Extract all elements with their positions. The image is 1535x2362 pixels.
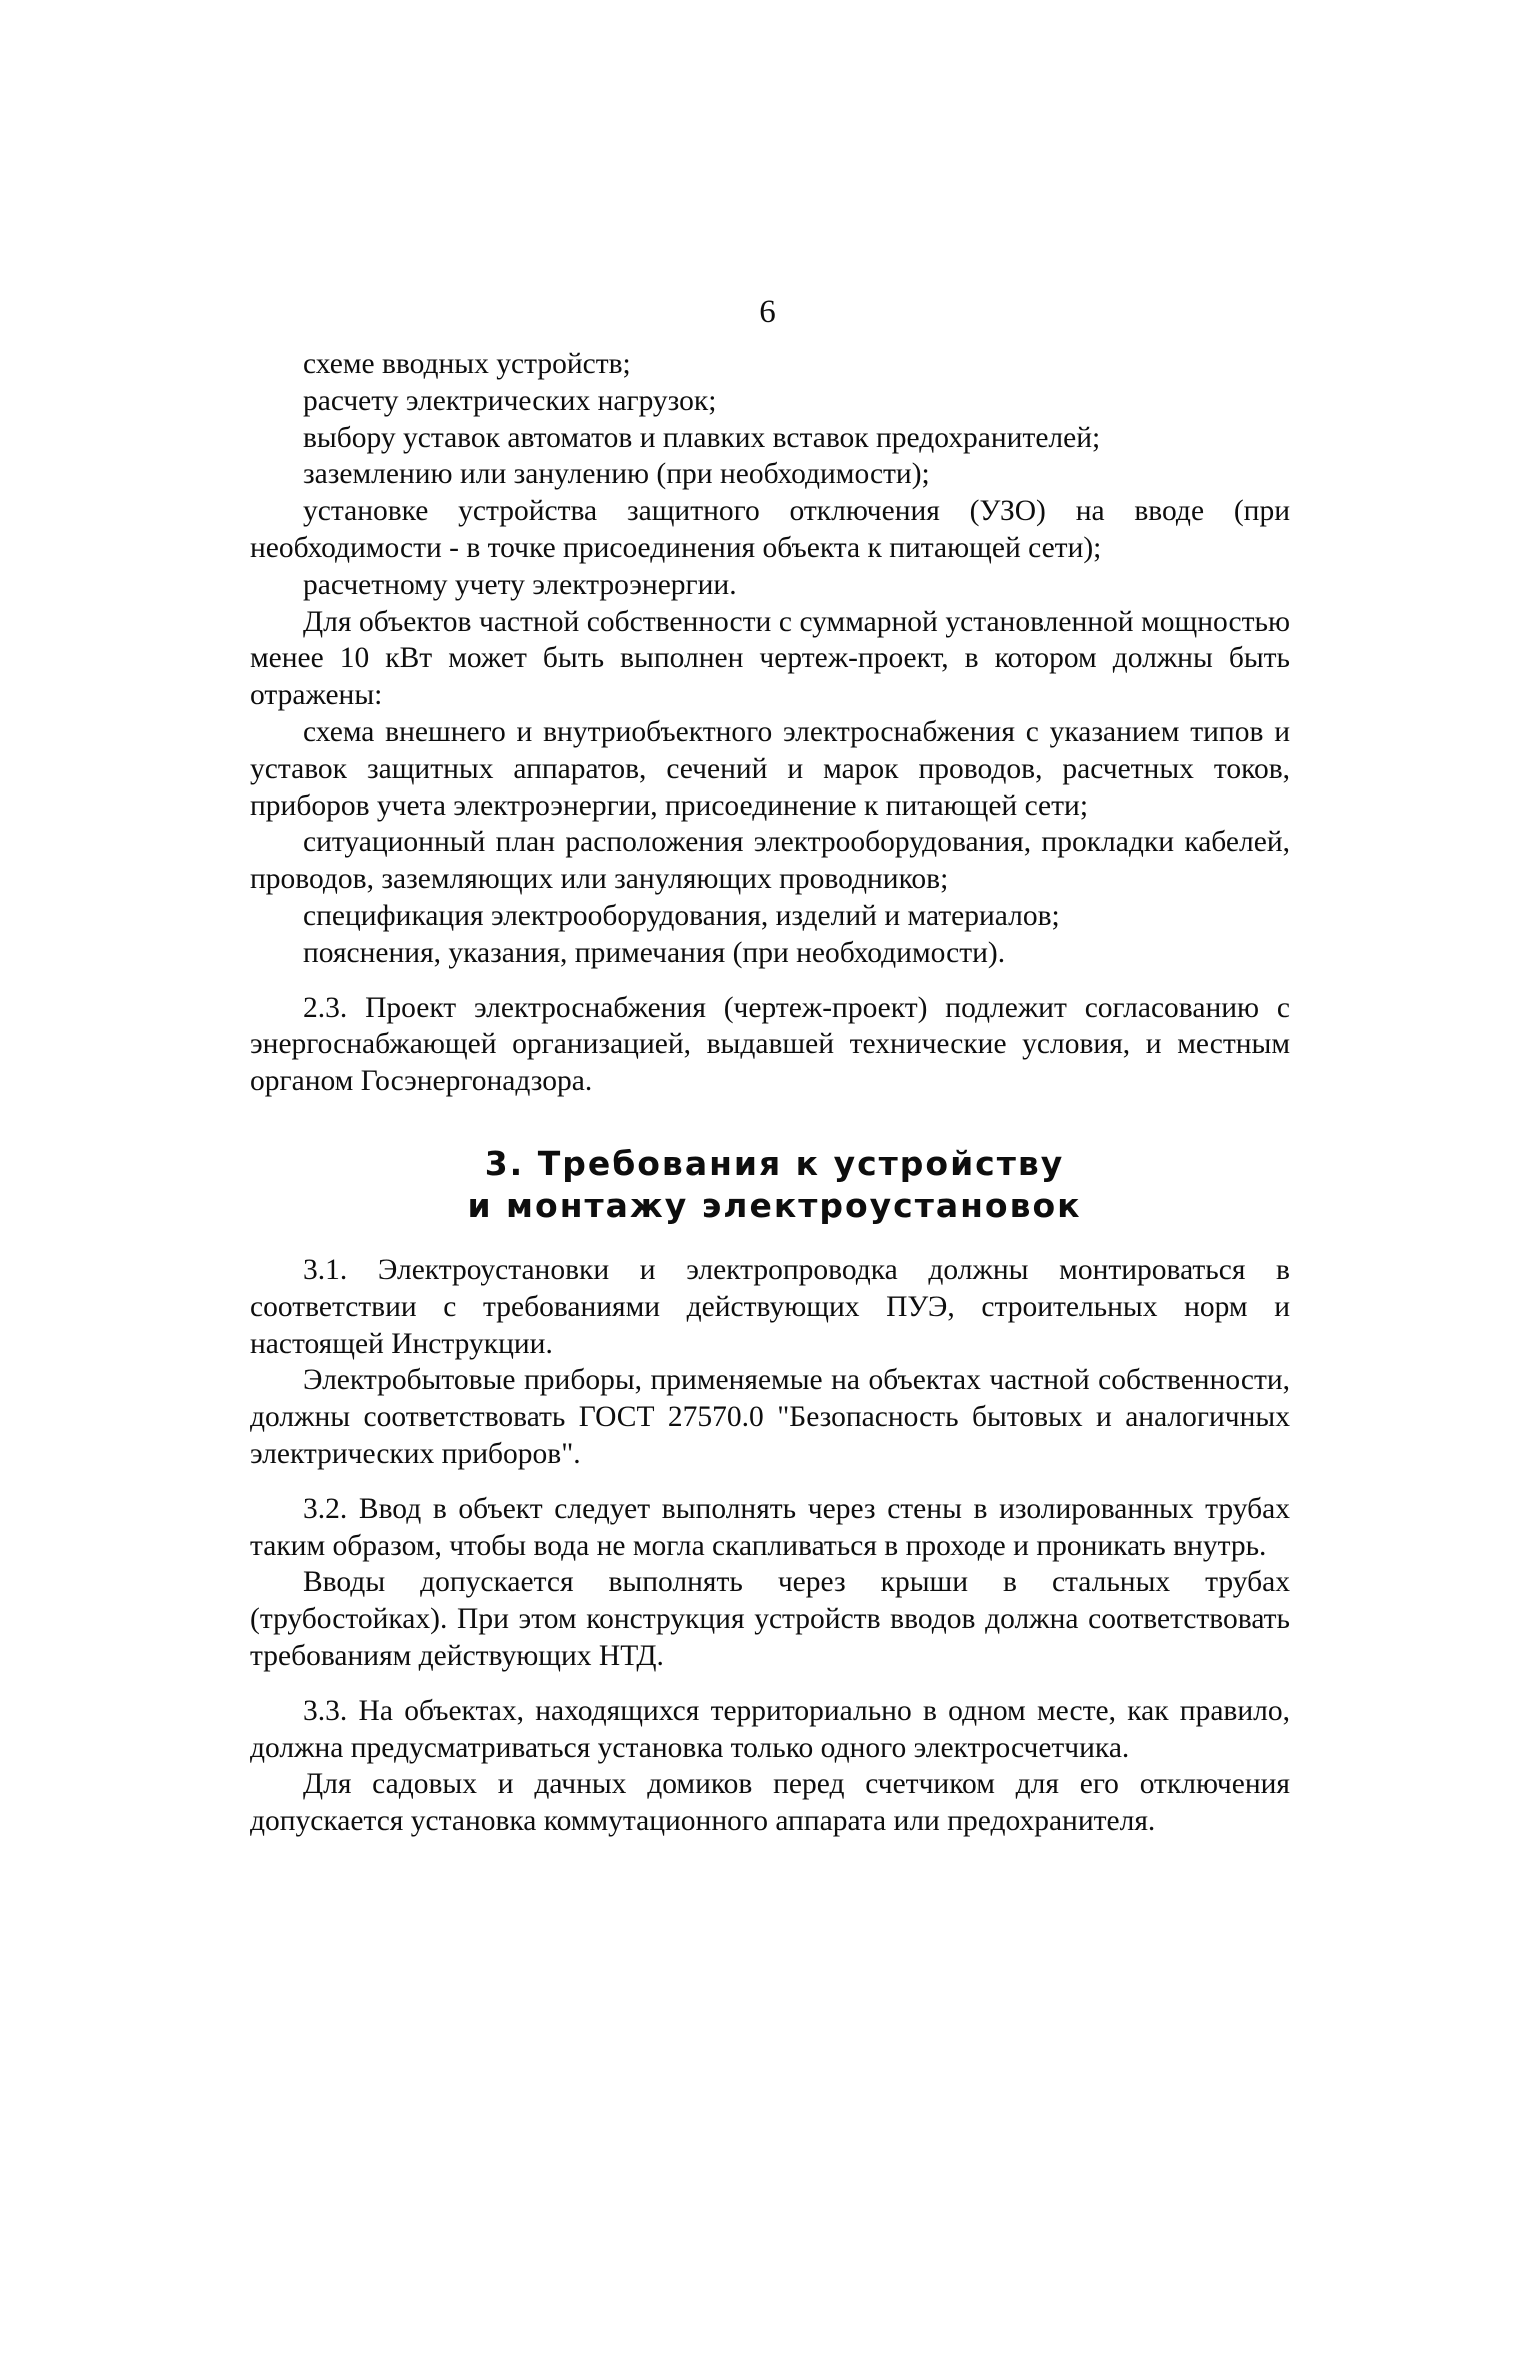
list-item: установке устройства защитного отключения (УЗО) на вводе (при необходимости - в точке присоединения объекта к питающей сети); — [250, 495, 1290, 564]
list-item: схема внешнего и внутриобъектного электроснабжения с указанием типов и уставок защитных аппаратов, сечений и марок проводов, расчетных токов, приборов учета электроэнергии, присоединение к питающей сети; — [250, 715, 1290, 822]
paragraph-2-3: 2.3. Проект электроснабжения (чертеж-проект) подлежит согласованию с энергоснабжающей организацией, выдавшей технические условия, и местным органом Госэнергонадзора. — [250, 991, 1290, 1098]
list-item: заземлению или занулению (при необходимости); — [303, 458, 930, 491]
list-item: расчетному учету электроэнергии. — [303, 568, 737, 601]
page-number: 6 — [759, 294, 776, 330]
paragraph-3-1: 3.1. Электроустановки и электропроводка должны монтироваться в соответствии с требованиями действующих ПУЭ, строительных норм и настоящей Инструкции. — [250, 1254, 1290, 1360]
heading-line-2: и монтажу электроустановок — [467, 1186, 1082, 1225]
paragraph-3-2: 3.2. Ввод в объект следует выполнять через стены в изолированных трубах таким образом, чтобы вода не могла скапливаться в проходе и проникать внутрь. — [250, 1492, 1290, 1562]
list-item: схеме вводных устройств; — [303, 348, 631, 380]
section-3-body — [250, 1252, 1290, 1840]
paragraph-3-2b: Вводы допускается выполнять через крыши в стальных трубах (трубостойках). При этом конструкция устройств вводов должна соответствовать требованиям действующих НТД. — [250, 1566, 1290, 1672]
list-item: выбору уставок автоматов и плавких вставок предохранителей; — [303, 421, 1101, 454]
paragraph-private-objects: Для объектов частной собственности с суммарной установленной мощностью менее 10 кВт может быть выполнен чертеж-проект, в котором должны быть отражены: — [250, 605, 1290, 712]
list-item: ситуационный план расположения электрооборудования, прокладки кабелей, проводов, заземляющих или зануляющих проводников; — [250, 826, 1290, 896]
paragraph-3-3b: Для садовых и дачных домиков перед счетчиком для его отключения допускается установка коммутационного аппарата или предохранителя. — [250, 1768, 1290, 1838]
paragraph-3-1b: Электробытовые приборы, применяемые на объектах частной собственности, должны соответствовать ГОСТ 27570.0 "Безопасность бытовых и аналогичных электрических приборов". — [250, 1364, 1290, 1470]
list-item: пояснения, указания, примечания (при необходимости). — [303, 936, 1006, 969]
paragraph-3-3: 3.3. На объектах, находящихся территориально в одном месте, как правило, должна предусматриваться установка только одного электросчетчика. — [250, 1694, 1290, 1764]
list-item: спецификация электрооборудования, изделий и материалов; — [303, 899, 1060, 932]
list-item: расчету электрических нагрузок; — [303, 384, 717, 417]
section-3-heading — [0, 1143, 1535, 1227]
heading-line-1: 3. Требования к устройству — [484, 1144, 1065, 1183]
requirements-list-block — [250, 346, 1290, 1100]
